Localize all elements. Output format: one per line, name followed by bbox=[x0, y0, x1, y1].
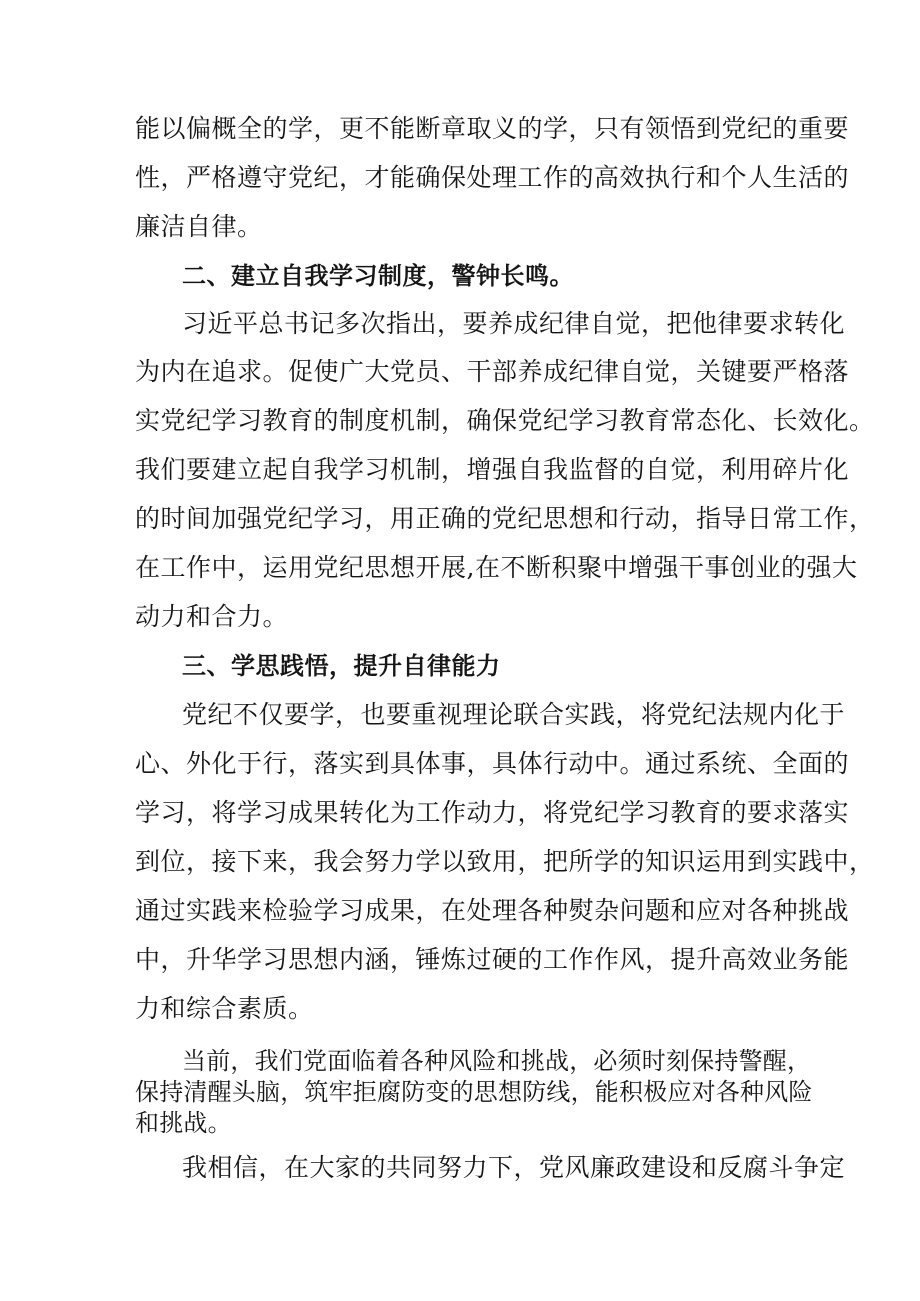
paragraph-line: 和挑战。 bbox=[135, 1109, 232, 1137]
paragraph-line: 通过实践来检验学习成果，在处理各种熨杂问题和应对各种挑战 bbox=[135, 896, 850, 925]
paragraph-line: 实党纪学习教育的制度机制，确保党纪学习教育常态化、长效化。 bbox=[135, 406, 875, 435]
paragraph-line: 在工作中，运用党纪思想开展,在不断积聚中增强干事创业的强大 bbox=[135, 553, 858, 582]
paragraph-line: 到位，接下来，我会努力学以致用，把所学的知识运用到实践中， bbox=[135, 847, 875, 876]
paragraph-line: 我相信，在大家的共同努力下，党风廉政建设和反腐斗争定 bbox=[182, 1153, 846, 1182]
paragraph-line: 力和综合素质。 bbox=[135, 994, 314, 1023]
paragraph-line: 能以偏概全的学，更不能断章取义的学，只有领悟到党纪的重要 bbox=[135, 114, 850, 143]
paragraph-line: 的时间加强党纪学习，用正确的党纪思想和行动，指导日常工作， bbox=[135, 504, 875, 533]
paragraph-line: 习近平总书记多次指出，要养成纪律自觉，把他律要求转化 bbox=[182, 309, 846, 338]
paragraph-line: 我们要建立起自我学习机制，增强自我监督的自觉，利用碎片化 bbox=[135, 455, 850, 484]
paragraph-line: 为内在追求。促使广大党员、干部养成纪律自觉，关键要严格落 bbox=[135, 357, 850, 386]
paragraph-line: 保持清醒头脑，筑牢拒腐防变的思想防线，能积极应对各种风险 bbox=[135, 1078, 813, 1106]
paragraph-line: 中，升华学习思想内涵，锤炼过硬的工作作风，提升高效业务能 bbox=[135, 945, 850, 974]
paragraph-line: 动力和合力。 bbox=[135, 602, 289, 631]
paragraph-line: 廉洁自律。 bbox=[135, 212, 263, 241]
paragraph-line: 学习，将学习成果转化为工作动力，将党纪学习教育的要求落实 bbox=[135, 798, 850, 827]
paragraph-line: 心、外化于行，落实到具体事，具体行动中。通过系统、全面的 bbox=[135, 749, 850, 778]
section-heading-3: 三、学思践悟，提升自律能力 bbox=[182, 652, 501, 680]
paragraph-line: 当前，我们党面临着各种风险和挑战，必须时刻保持警醒， bbox=[182, 1047, 812, 1075]
section-heading-2: 二、建立自我学习制度，警钟长鸣。 bbox=[182, 262, 574, 290]
paragraph-line: 党纪不仅要学，也要重视理论联合实践，将党纪法规内化于 bbox=[182, 700, 846, 729]
paragraph-line: 性，严格遵守党纪，才能确保处理工作的高效执行和个人生活的 bbox=[135, 163, 850, 192]
